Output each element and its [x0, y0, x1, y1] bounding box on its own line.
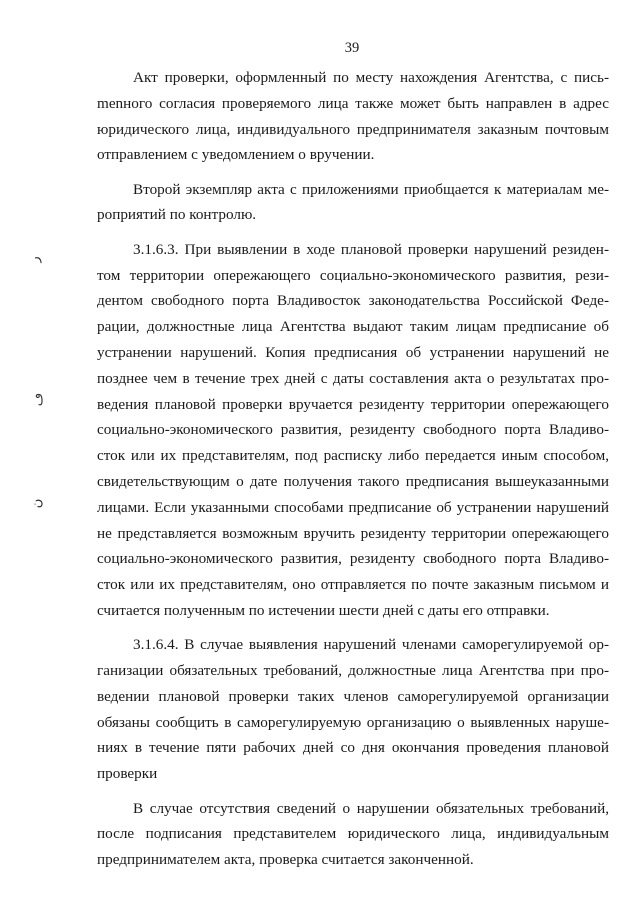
paragraph-act-delivery: Акт проверки, оформленный по месту нахождения Агентства, с письmenного согласия проверяемого лица также может быть направлен в адрес юридического лица, индивидуального предпринимателя заказным почтовым отправлением с уведомлением о вручении. [97, 69, 609, 164]
paragraph-second-copy: Второй экземпляр акта с приложениями приобщается к материалам мероприятий по контролю. [97, 180, 609, 224]
paragraph-3-1-6-4: 3.1.6.4. В случае выявления нарушений членами саморегулируемой организации обязательных требований, должностные лица Агентства при проведении плановой проверки таких членов саморегулируемой организации обязаны сообщить в саморегулируемую организацию о выявленных нарушениях в течение пяти рабочих дней со дня окончания проведения плановой проверки [97, 636, 609, 783]
margin-mark: ن [29, 498, 45, 509]
body-text [97, 65, 609, 881]
margin-mark: ڡ [31, 392, 47, 407]
paragraph-3-1-6-3: 3.1.6.3. При выявлении в ходе плановой проверки нарушений резидентом территории опережающего социально-экономического развития, резидентом свободного порта Владивосток законодательства Российской Федерации, должностные лица Агентства выдают таким лицам предписание об устранении нарушений. Копия предписания об устранении нарушений не позднее чем в течение трех дней с даты составления акта о результатах проведения плановой проверки вручается резиденту территории опережающего социально-экономического развития, резиденту свободного порта Владивосток или их представителям, под расписку либо передается иным способом, свидетельствующим о дате получения такого предписания вышеуказанными лицами. Если указанными способами предписание об устранении нарушений не представляется возможным вручить резиденту территории опережающего социально-экономического развития, резиденту свободного порта Владивосток или их представителям, оно отправляется по почте заказным письмом и считается полученным по истечении шести дней с даты его отправки. [97, 240, 609, 619]
page-number: 39 [344, 40, 360, 56]
margin-mark: ر [27, 256, 43, 263]
paragraph-check-completed: В случае отсутствия сведений о нарушении обязательных требований, после подписания представителем юридического лица, индивидуальным предпринимателем акта, проверка считается законченной. [97, 799, 609, 869]
